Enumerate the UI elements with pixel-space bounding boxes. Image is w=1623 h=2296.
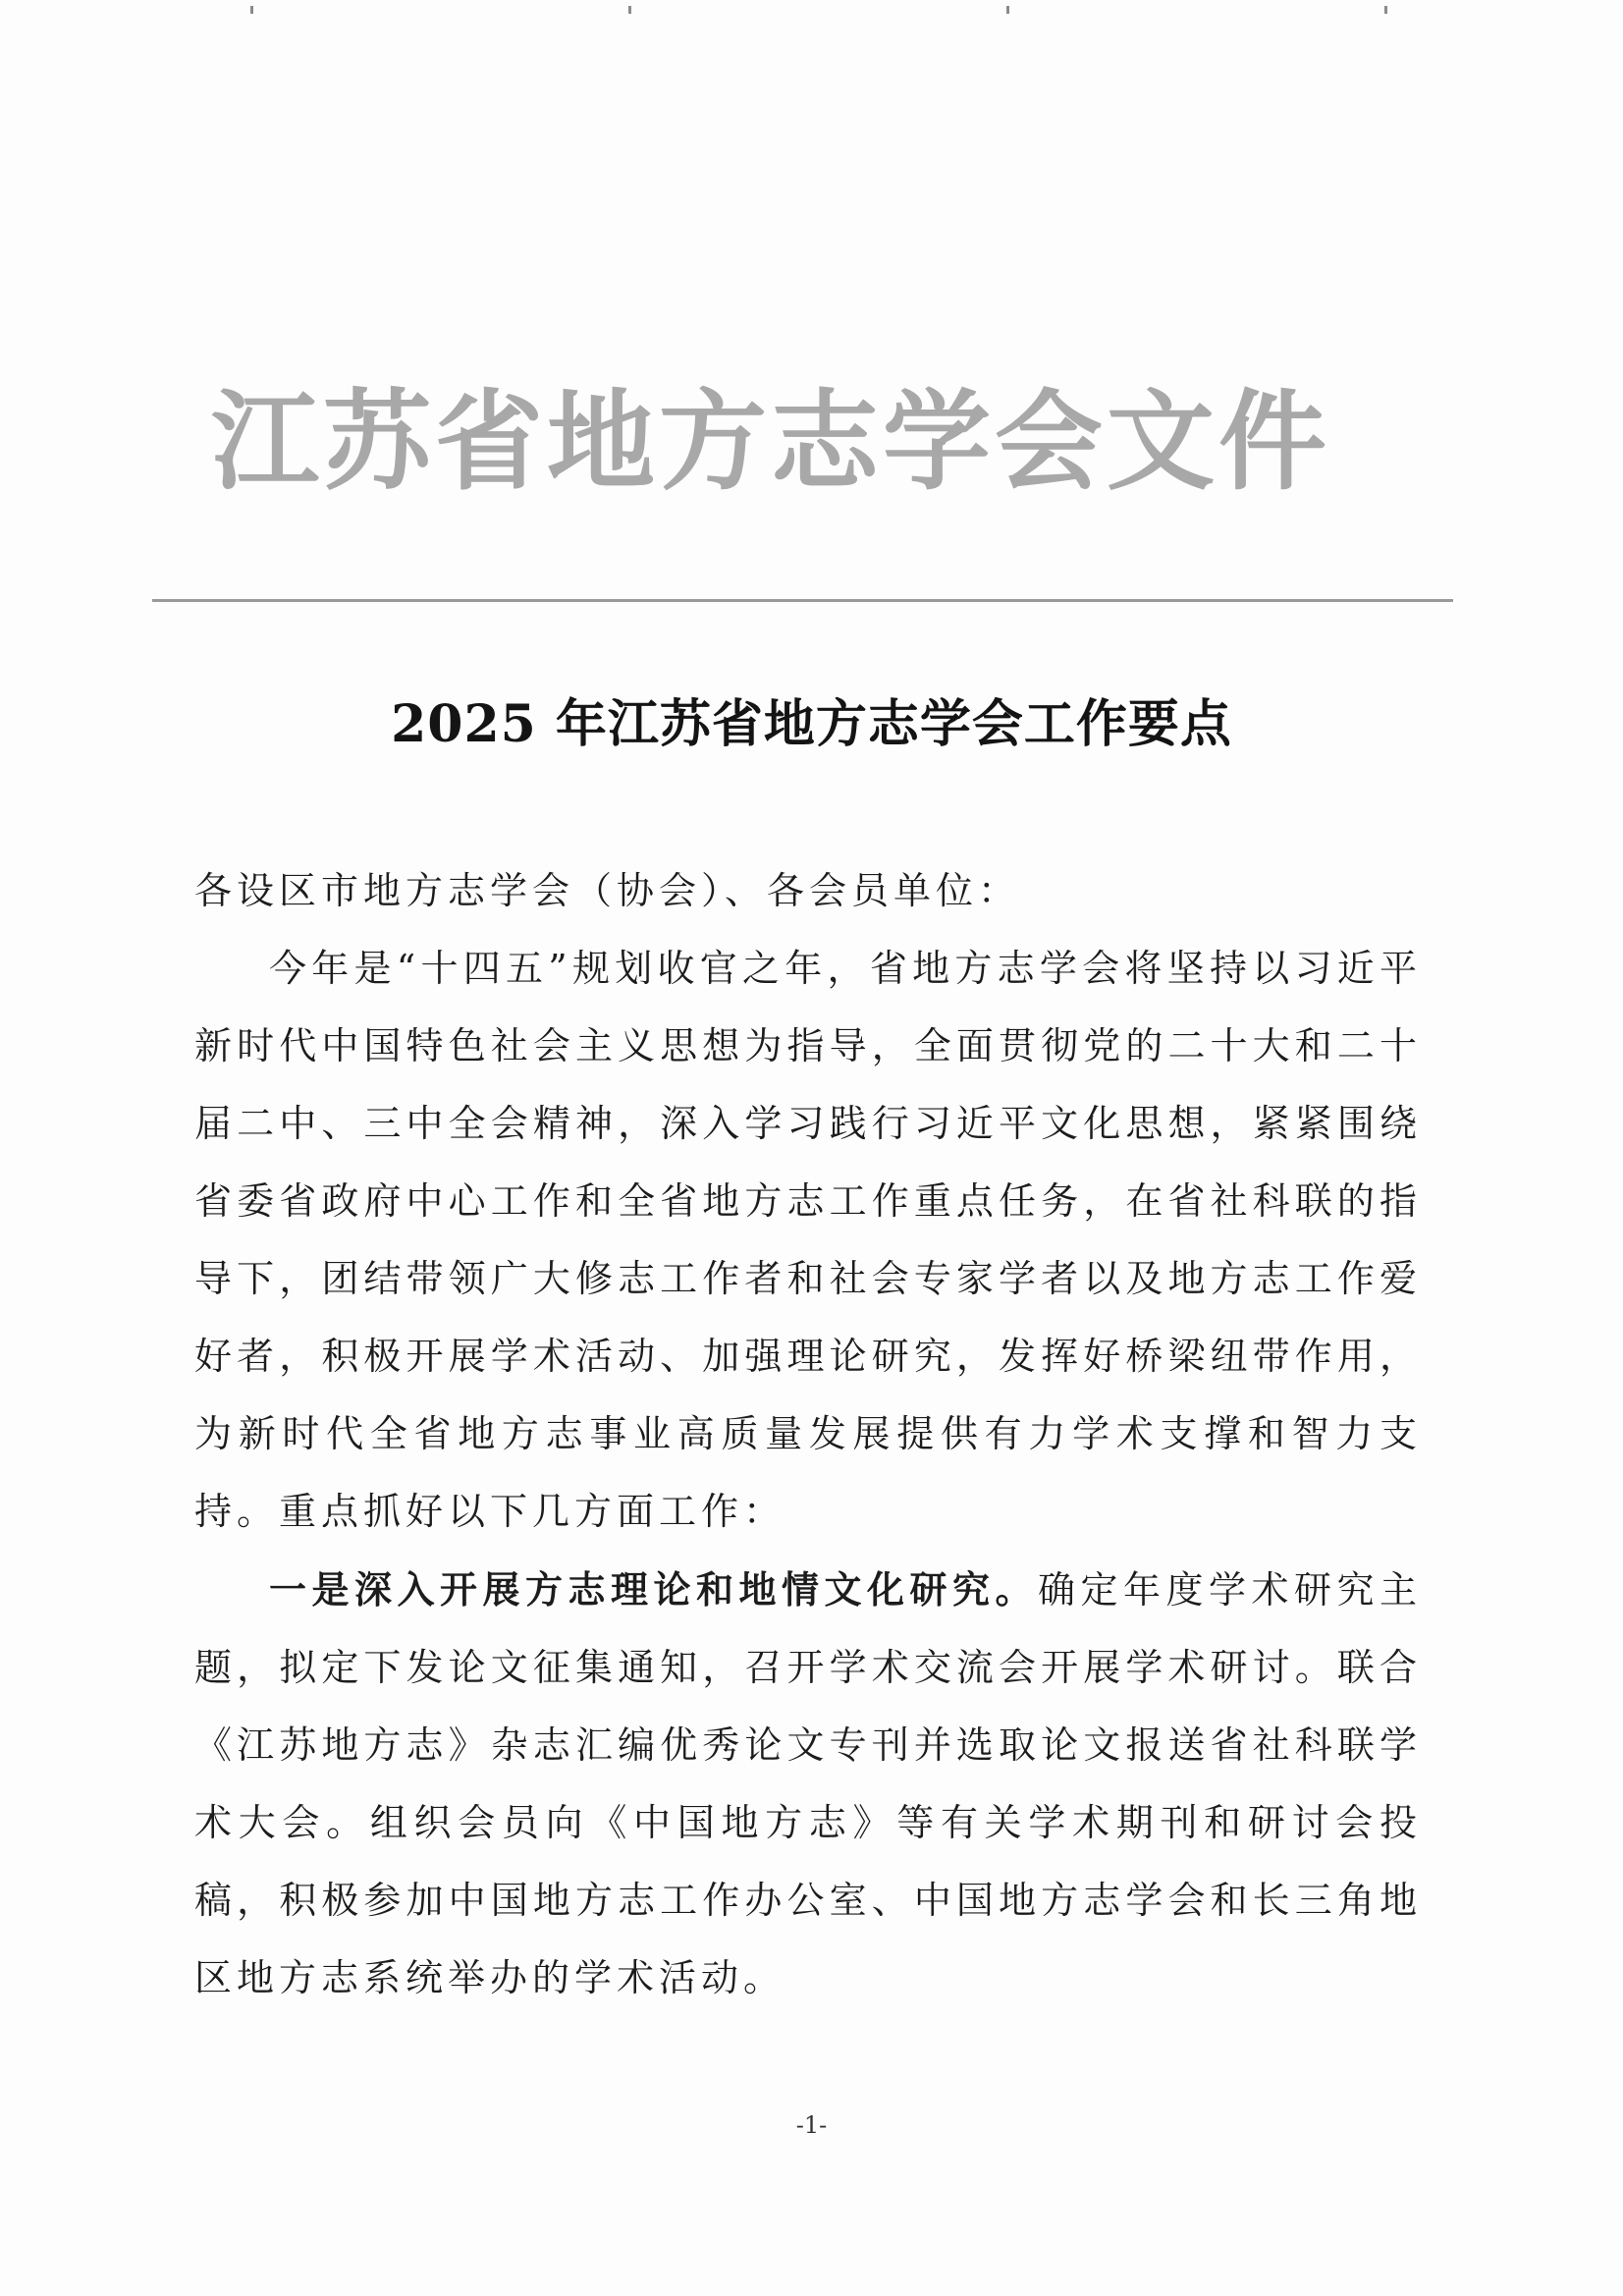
point-one-paragraph [194, 1551, 1422, 2017]
salutation: 各设区市地方志学会（协会）、各会员单位： [194, 869, 1021, 912]
intro-paragraph: 今年是“十四五”规划收官之年，省地方志学会将坚持以习近平新时代中国特色社会主义思想为指导，全面贯彻党的二十大和二十届二中、三中全会精神，深入学习践行习近平文化思想，紧紧围绕省委省政府中心工作和全省地方志工作重点任务，在省社科联的指导下，团结带领广大修志工作者和社会专家学者以及地方志工作爱好者，积极开展学术活动、加强理论研究，发挥好桥梁纽带作用，为新时代全省地方志事业高质量发展提供有力学术支撑和智力支持。重点抓好以下几方面工作： [194, 947, 1422, 1533]
point-one-text: 确定年度学术研究主题，拟定下发论文征集通知，召开学术交流会开展学术研讨。联合《江苏地方志》杂志汇编优秀论文专刊并选取论文报送省社科联学术大会。组织会员向《中国地方志》等有关学术期刊和研讨会投稿，积极参加中国地方志工作办公室、中国地方志学会和长三角地区地方志系统举办的学术活动。 [194, 1568, 1422, 1999]
scan-mark [1006, 6, 1009, 14]
document-body [194, 852, 1422, 2017]
scan-mark [250, 6, 253, 14]
document-title: 2025 年江苏省地方志学会工作要点 [391, 694, 1232, 754]
point-one-heading: 一是深入开展方志理论和地情文化研究。 [269, 1567, 1038, 1612]
page-number: -1- [795, 2111, 828, 2139]
scan-mark [628, 6, 631, 14]
scan-mark [1384, 6, 1387, 14]
header-divider [152, 599, 1453, 602]
document-header-title: 江苏省地方志学会文件 [211, 378, 1330, 505]
